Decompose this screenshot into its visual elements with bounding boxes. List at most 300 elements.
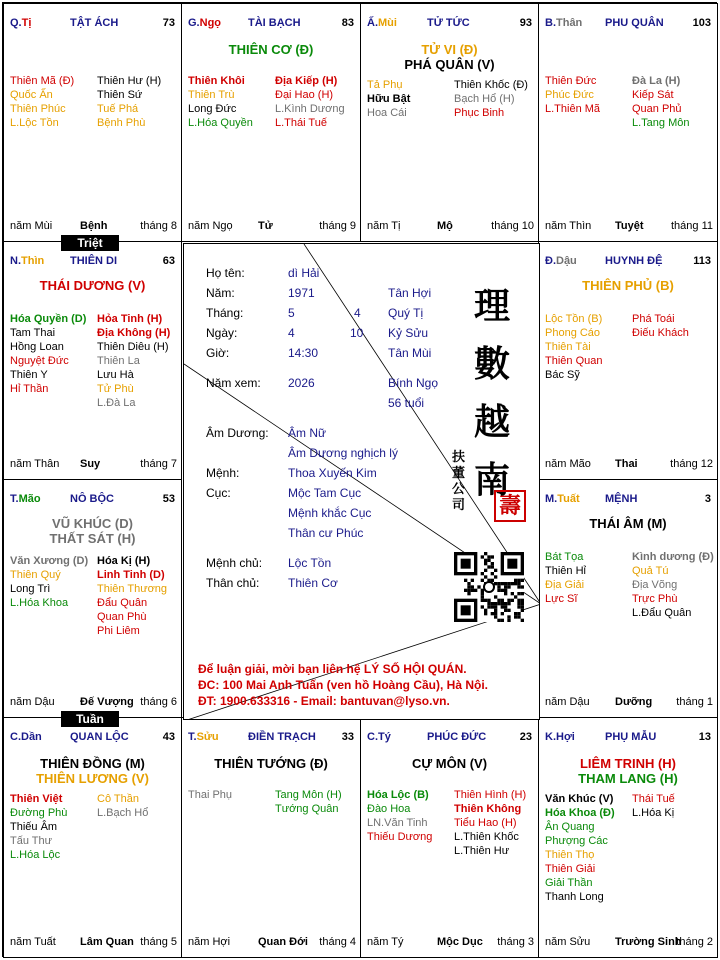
minor-star: Đẩu Quân [97,597,148,609]
minor-star: Cô Thần [97,793,139,805]
horoscope-chart [2,2,717,957]
palace-year: năm Ngọ [188,220,233,232]
palace-branch [10,255,44,267]
palace-ty2[interactable] [360,717,539,958]
minor-star: Hoa Cái [367,107,407,119]
minor-star: L.Hóa Lộc [10,849,61,861]
palace-branch-name: Ngọ [199,17,222,29]
palace-footer [545,458,713,471]
minor-star: Thiên Không [454,803,522,815]
day-value: 4 [288,326,295,340]
palace-age-number: 83 [341,17,354,29]
minor-star: Phục Binh [454,107,505,119]
logo-char-1: 理 [474,285,511,327]
minor-star: Hỏa Tinh (H) [97,313,163,325]
minor-star: Thiên Y [10,369,48,381]
day-label: Ngày: [206,326,238,340]
contact-phone-email[interactable]: ĐT: 1900.633316 - Email: bantuvan@lyso.vn. [198,694,450,708]
main-star: THIÊN ĐỒNG (M) [40,756,145,771]
minor-star: Thiên Hỉ [545,565,586,577]
minor-star: Kiếp Sát [632,89,674,101]
minor-star: Quả Tú [632,565,669,577]
palace-month: tháng 6 [140,696,177,708]
palace-age-number: 53 [162,493,175,505]
palace-month: tháng 2 [676,936,713,948]
minor-star: L.Thiên Mã [545,103,601,115]
palace-footer [545,220,713,233]
minor-star: Tang Môn (H) [275,789,342,801]
minor-stars-right [97,792,148,820]
palace-month: tháng 11 [670,220,713,232]
palace-name: HUYNH ĐỆ [605,255,663,267]
main-star: THÁI DƯƠNG (V) [39,278,146,293]
minor-stars-right [97,554,167,638]
menh-value: Thoa Xuyến Kim [288,466,377,480]
menh-chu-value: Lộc Tồn [288,556,332,570]
palace-name: PHU QUÂN [605,17,664,29]
minor-star: Tấu Thư [10,835,53,847]
palace-branch-name: Mùi [378,17,397,29]
palace-name: PHÚC ĐỨC [427,731,487,743]
minor-star: Bác Sỹ [545,369,580,381]
minor-stars-left [367,788,432,844]
palace-header [188,17,354,31]
minor-stars-left [545,74,600,116]
palace-name: TẬT ÁCH [70,17,119,29]
day-lunar: 10 [350,326,364,340]
palace-year: năm Hợi [188,936,231,948]
minor-star: Điếu Khách [632,327,689,339]
palace-footer [367,936,534,949]
main-stars [361,756,538,771]
palace-stem: K. [545,731,556,743]
palace-stem: Q. [10,17,22,29]
main-stars [361,42,538,72]
month-canchi: Quý Tị [388,306,424,320]
year-canchi: Tân Hợi [388,286,432,300]
palace-footer [10,458,177,471]
palace-header [10,493,175,507]
amduong-label: Âm Dương: [206,426,269,440]
palace-phase: Trường Sinh [615,936,682,948]
palace-year: năm Dậu [545,696,590,708]
palace-name: TÀI BẠCH [248,17,301,29]
minor-star: Thiên Thương [97,583,168,595]
minor-star: Thiên Tài [545,341,591,353]
minor-star: L.Hóa Khoa [10,597,69,609]
palace-age-number: 73 [162,17,175,29]
palace-footer [367,220,534,233]
minor-star: Thiên Hư (H) [97,75,162,87]
minor-stars-right [632,312,689,340]
palace-header [545,17,711,31]
palace-stem: G. [188,17,200,29]
main-star: PHÁ QUÂN (V) [404,57,495,72]
palace-branch-name: Tý [378,731,391,743]
palace-suu[interactable] [181,717,361,958]
month-label: Tháng: [206,306,244,320]
palace-year: năm Tuất [10,936,56,948]
age-value: 56 tuổi [388,396,425,410]
minor-star: Thiên Việt [10,793,63,805]
minor-star: Thiên Quan [545,355,603,367]
minor-stars-right [454,788,526,858]
minor-star: Đà La (H) [632,75,681,87]
palace-phase: Thai [615,458,638,470]
view-year-label: Năm xem: [206,376,261,390]
main-star: VŨ KHÚC (D) [52,516,133,531]
minor-star: Thai Phụ [188,789,233,801]
palace-month: tháng 5 [140,936,177,948]
triet-marker: Triệt [61,235,119,251]
minor-star: Long Đức [188,103,237,115]
minor-star: Thiếu Dương [367,831,433,843]
palace-phase: Mộc Dục [437,936,483,948]
logo-side-text: 扶董公司 [452,450,466,513]
minor-star: Bát Tọa [545,551,584,563]
palace-phase: Suy [80,458,101,470]
main-star: LIÊM TRINH (H) [579,756,677,771]
minor-star: Thiên La [97,355,140,367]
palace-branch-name: Mão [18,493,41,505]
palace-phase: Đế Vượng [80,696,134,708]
minor-stars-left [10,554,88,610]
palace-age-number: 23 [519,731,532,743]
minor-stars-right [454,78,528,120]
contact-address: ĐC: 100 Mai Anh Tuấn (ven hồ Hoàng Cầu), Hà Nội. [198,678,489,692]
palace-year: năm Mùi [10,220,53,232]
minor-star: L.Kình Dương [275,103,345,115]
main-star: THIÊN CƠ (Đ) [228,42,314,57]
minor-star: Hóa Quyền (D) [10,313,87,325]
minor-star: L.Bạch Hổ [97,807,149,819]
minor-star: L.Tang Môn [632,117,690,129]
palace-branch-name: Hợi [556,731,575,743]
palace-ngo[interactable] [181,3,361,242]
hour-label: Giờ: [206,346,230,360]
main-stars [4,756,181,786]
palace-phase: Bệnh [80,220,108,232]
palace-month: tháng 8 [140,220,177,232]
hour-canchi: Tân Mùi [388,346,432,360]
palace-hoi[interactable] [538,717,718,958]
palace-branch-name: Dậu [556,255,577,267]
minor-star: L.Hóa Quyền [188,117,253,129]
minor-star: Thiên Mã (Đ) [10,75,75,87]
minor-star: Hữu Bật [367,93,411,105]
cuc-value: Mộc Tam Cục [288,486,362,500]
minor-star: Quốc Ấn [10,89,53,101]
minor-star: Linh Tinh (D) [97,569,165,581]
palace-branch-name: Tị [21,17,32,29]
main-stars [539,516,717,531]
palace-footer [10,696,177,709]
palace-header [367,731,532,745]
minor-star: Bạch Hổ (H) [454,93,515,105]
minor-star: Đường Phù [10,807,68,819]
minor-star: Quan Phù [97,611,147,623]
palace-name: ĐIỀN TRẠCH [248,731,316,743]
minor-star: Lực Sĩ [545,593,578,605]
palace-branch [545,731,575,743]
main-stars [4,278,181,293]
palace-month: tháng 9 [319,220,356,232]
minor-star: Tướng Quân [275,803,339,815]
palace-stem: N. [10,255,21,267]
minor-stars-left [188,788,232,802]
minor-star: Ân Quang [545,821,595,833]
palace-footer [10,220,177,233]
seal-stamp: 壽 [494,490,526,522]
palace-header [367,17,532,31]
minor-star: Thiên Khôi [188,75,245,87]
palace-stem: Ấ. [367,17,378,29]
palace-name: MỆNH [605,493,638,505]
palace-age-number: 43 [162,731,175,743]
palace-header [545,731,711,745]
palace-year: năm Thân [10,458,60,470]
main-stars [539,756,717,786]
palace-header [545,493,711,507]
palace-dau[interactable] [538,241,718,480]
minor-star: Phong Cáo [545,327,601,339]
menh-label: Mệnh: [206,466,240,480]
palace-age-number: 103 [692,17,711,29]
palace-branch [367,17,397,29]
cuc-relation: Mệnh khắc Cục [288,506,372,520]
minor-star: L.Đẩu Quân [632,607,692,619]
main-stars [539,278,717,293]
palace-phase: Tử [258,220,273,232]
month-value: 5 [288,306,295,320]
minor-star: Thái Tuế [632,793,675,805]
minor-star: L.Đà La [97,397,136,409]
palace-month: tháng 10 [491,220,534,232]
palace-stem: C. [10,731,21,743]
minor-star: Quan Phủ [632,103,682,115]
minor-star: Phá Toái [632,313,675,325]
palace-month: tháng 7 [140,458,177,470]
palace-stem: Đ. [545,255,556,267]
minor-star: Địa Võng [632,579,678,591]
palace-branch-name: Sửu [196,731,219,743]
palace-header [545,255,711,269]
palace-year: năm Thìn [545,220,592,232]
palace-month: tháng 12 [670,458,713,470]
palace-header [10,731,175,745]
palace-branch-name: Thân [556,17,583,29]
minor-star: Tuế Phá [97,103,139,115]
palace-age-number: 33 [341,731,354,743]
palace-phase: Quan Đới [258,936,308,948]
minor-star: Thiên Đức [545,75,597,87]
palace-age-number: 63 [162,255,175,267]
minor-star: Hóa Kị (H) [97,555,151,567]
palace-branch [367,731,391,743]
minor-stars-left [188,74,253,130]
minor-stars-left [10,74,74,130]
minor-stars-right [632,792,675,820]
minor-star: LN.Văn Tinh [367,817,428,829]
palace-age-number: 93 [519,17,532,29]
minor-star: L.Hóa Kị [632,807,675,819]
logo-char-4: 南 [474,459,511,501]
palace-tuat[interactable] [538,479,718,718]
minor-star: L.Thiên Khốc [454,831,519,843]
day-canchi: Kỷ Sửu [388,326,429,340]
palace-branch-name: Tuất [557,493,580,505]
palace-branch [545,17,582,29]
palace-stem: C. [367,731,378,743]
palace-name: PHỤ MẪU [605,731,657,743]
tuan-marker: Tuần [61,711,119,727]
main-stars [182,756,360,771]
minor-star: L.Lộc Tồn [10,117,59,129]
palace-branch [545,255,577,267]
main-stars [4,516,181,546]
than-position: Thân cư Phúc [288,526,364,540]
minor-star: Văn Xương (D) [10,555,89,567]
palace-month: tháng 4 [319,936,356,948]
minor-star: Địa Giải [545,579,585,591]
amduong-note: Âm Dương nghịch lý [288,446,398,460]
cuc-label: Cục: [206,486,231,500]
palace-footer [545,936,713,949]
minor-star: Lộc Tồn (B) [545,313,603,325]
month-lunar: 4 [354,306,361,320]
palace-branch [188,17,221,29]
minor-star: Thiên Hình (H) [454,789,527,801]
minor-stars-right [632,550,714,620]
palace-age-number: 113 [693,255,711,267]
minor-stars-right [275,788,342,816]
minor-star: Thiên Thọ [545,849,595,861]
palace-branch [188,731,219,743]
minor-star: Thiên Phúc [10,103,66,115]
palace-age-number: 13 [698,731,711,743]
palace-year: năm Tị [367,220,401,232]
palace-name: THIÊN DI [70,255,118,267]
minor-star: Thiên Trù [188,89,235,101]
center-info-panel [183,243,540,720]
logo-char-3: 越 [474,401,511,443]
palace-footer [188,936,356,949]
minor-star: Thiếu Âm [10,821,58,833]
palace-branch [545,493,580,505]
view-year-canchi: Bính Ngọ [388,376,439,390]
minor-star: Thiên Sứ [97,89,143,101]
minor-star: Phúc Đức [545,89,594,101]
name-label: Họ tên: [206,266,245,280]
palace-mao[interactable] [3,479,182,718]
palace-dan[interactable] [3,717,182,958]
minor-star: Thanh Long [545,891,604,903]
palace-month: tháng 3 [497,936,534,948]
minor-star: Địa Không (H) [97,327,171,339]
palace-stem: B. [545,17,556,29]
palace-branch [10,17,31,29]
palace-header [10,255,175,269]
main-star: THIÊN LƯƠNG (V) [36,771,149,786]
minor-star: Lưu Hà [97,369,134,381]
minor-star: Tử Phù [97,383,134,395]
minor-stars-left [367,78,410,120]
main-star: CỰ MÔN (V) [411,756,488,771]
qr-code[interactable] [454,552,524,622]
minor-star: L.Thiên Hư [454,845,510,857]
minor-star: Thiên Giải [545,863,596,875]
minor-star: Tam Thai [10,327,56,339]
palace-thin[interactable] [3,241,182,480]
minor-stars-left [10,792,67,862]
than-chu-label: Thân chủ: [206,576,260,590]
minor-star: Tiểu Hao (H) [454,817,517,829]
palace-phase: Dưỡng [615,696,653,708]
minor-stars-right [632,74,689,130]
main-star: THẤT SÁT (H) [49,531,136,546]
minor-star: Hóa Khoa (Đ) [545,807,615,819]
minor-star: Hóa Lộc (B) [367,789,429,801]
main-star: TỬ VI (Đ) [421,42,478,57]
year-value: 1971 [288,286,315,300]
logo-char-2: 數 [474,343,511,385]
minor-star: Long Trì [10,583,51,595]
palace-month: tháng 1 [676,696,713,708]
main-stars [182,42,360,57]
palace-branch-name: Thìn [21,255,45,267]
minor-stars-right [97,312,170,410]
palace-name: NÔ BỘC [70,493,114,505]
minor-star: Giải Thần [545,877,593,889]
minor-star: Bệnh Phù [97,117,146,129]
minor-star: Trực Phù [632,593,678,605]
palace-stem: M. [545,493,558,505]
main-star: THÁI ÂM (M) [589,516,667,531]
palace-stem: T. [188,731,197,743]
palace-header [10,17,175,31]
palace-year: năm Mão [545,458,591,470]
palace-year: năm Tý [367,936,404,948]
amduong-value: Âm Nữ [288,426,327,440]
palace-than[interactable] [538,3,718,242]
minor-star: Phi Liêm [97,625,140,637]
minor-stars-right [97,74,161,130]
palace-year: năm Sửu [545,936,591,948]
minor-star: Kình dương (Đ) [632,551,714,563]
palace-branch [10,493,41,505]
minor-star: Thiên Quý [10,569,61,581]
minor-star: Đại Hao (H) [275,89,334,101]
minor-star: Nguyệt Đức [10,355,69,367]
contact-line-1: Để luận giải, mời bạn liên hệ LÝ SỐ HỘI QUÁN. [198,662,467,676]
minor-star: Địa Kiếp (H) [275,75,338,87]
minor-stars-right [275,74,345,130]
minor-star: Thiên Khốc (Đ) [454,79,528,91]
palace-footer [10,936,177,949]
palace-mui[interactable] [360,3,539,242]
palace-branch-name: Dần [21,731,42,743]
minor-star: Văn Khúc (V) [545,793,614,805]
main-star: THIÊN PHỦ (B) [582,278,674,293]
palace-footer [545,696,713,709]
palace-ty[interactable] [3,3,182,242]
minor-star: Phượng Các [545,835,608,847]
palace-name: QUAN LỘC [70,731,129,743]
palace-name: TỬ TỨC [427,17,470,29]
minor-star: Đào Hoa [367,803,411,815]
view-year-value: 2026 [288,376,315,390]
palace-phase: Mộ [437,220,453,232]
